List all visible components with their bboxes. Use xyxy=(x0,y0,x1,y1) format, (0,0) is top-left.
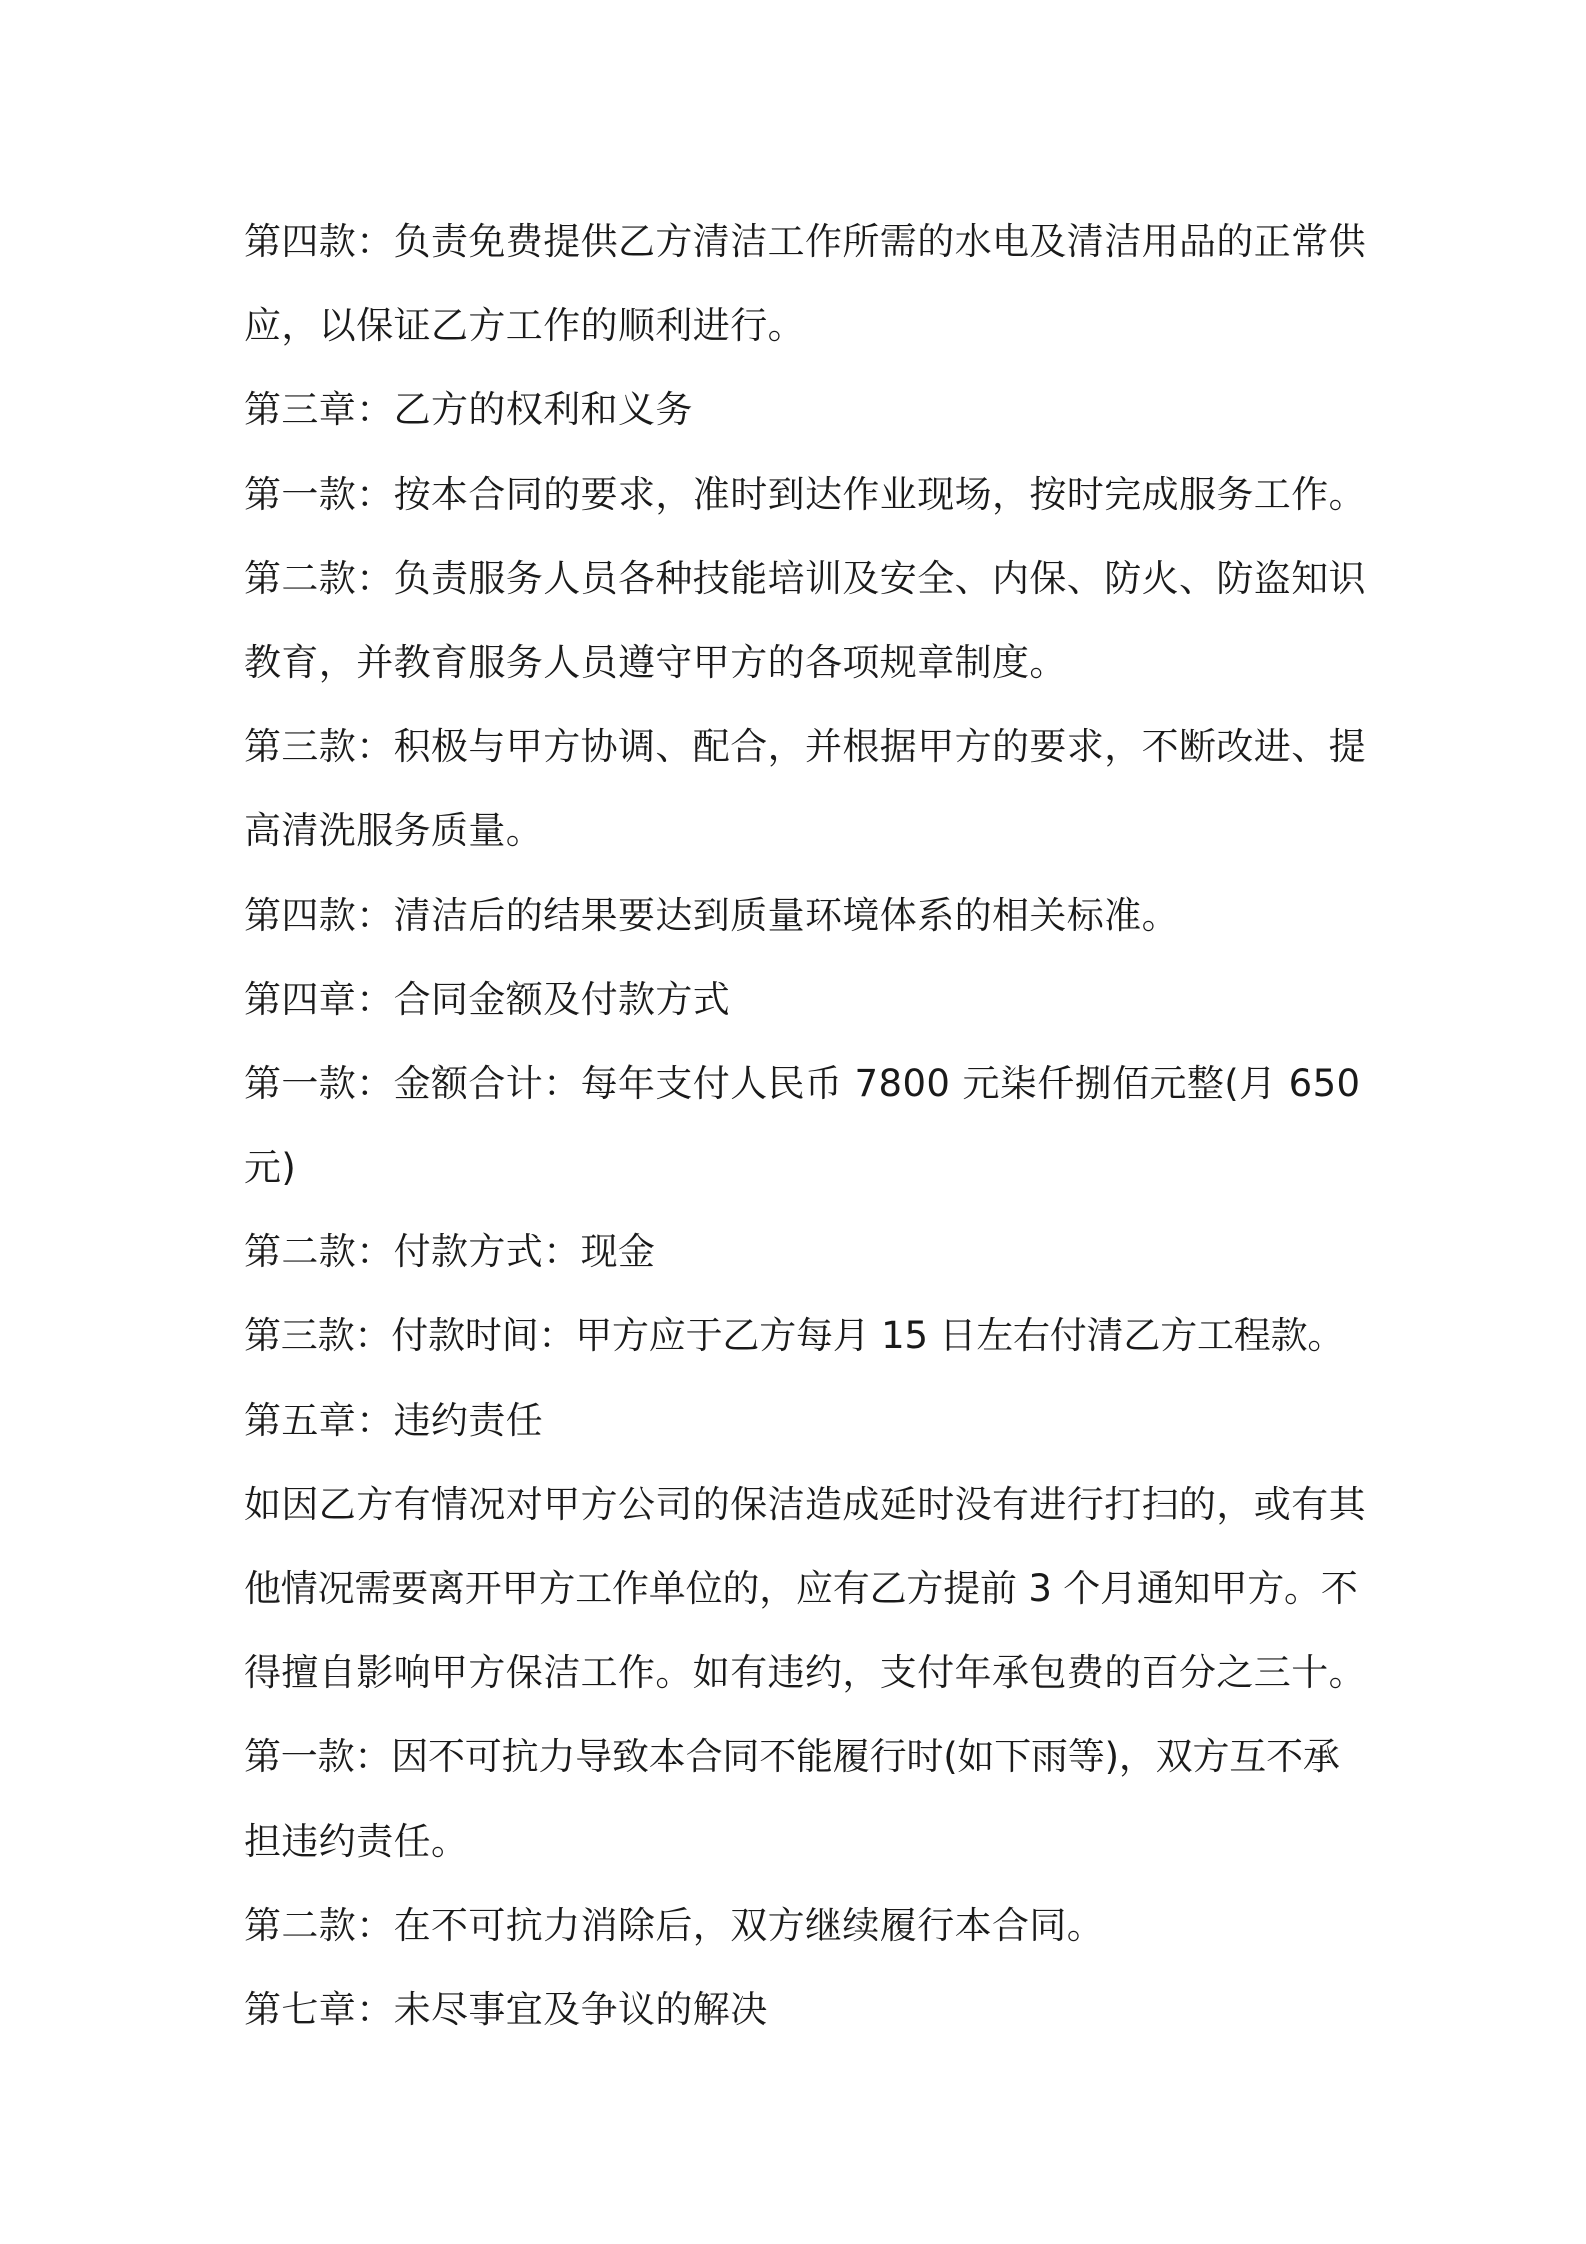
clause-line: 第一款：金额合计：每年支付人民币 7800 元柒仟捌佰元整(月 650 xyxy=(244,1061,1361,1105)
clause-line: 第三款：积极与甲方协调、配合，并根据甲方的要求，不断改进、提 xyxy=(244,725,1366,769)
chapter-heading: 第五章：违约责任 xyxy=(244,1398,544,1442)
clause-line: 高清洗服务质量。 xyxy=(244,809,544,853)
chapter-heading: 第七章：未尽事宜及争议的解决 xyxy=(244,1987,768,2031)
clause-line: 第四款：负责免费提供乙方清洁工作所需的水电及清洁用品的正常供 xyxy=(244,220,1366,263)
clause-line: 担违约责任。 xyxy=(244,1819,469,1863)
clause-line: 第二款：付款方式：现金 xyxy=(244,1230,656,1274)
paragraph-line: 如因乙方有情况对甲方公司的保洁造成延时没有进行打扫的，或有其 xyxy=(244,1482,1366,1526)
clause-line: 第二款：在不可抗力消除后，双方继续履行本合同。 xyxy=(244,1903,1105,1947)
paragraph-line: 得擅自影响甲方保洁工作。如有违约，支付年承包费的百分之三十。 xyxy=(244,1651,1366,1695)
clause-line: 第二款：负责服务人员各种技能培训及安全、内保、防火、防盗知识 xyxy=(244,556,1366,600)
chapter-heading: 第三章：乙方的权利和义务 xyxy=(244,388,693,432)
document-body xyxy=(244,200,1364,2052)
clause-line: 教育，并教育服务人员遵守甲方的各项规章制度。 xyxy=(244,640,1067,684)
chapter-heading: 第四章：合同金额及付款方式 xyxy=(244,977,731,1021)
clause-line: 元) xyxy=(244,1146,297,1190)
clause-line: 第一款：因不可抗力导致本合同不能履行时(如下雨等)，双方互不承 xyxy=(244,1735,1340,1779)
clause-line: 第一款：按本合同的要求，准时到达作业现场，按时完成服务工作。 xyxy=(244,472,1366,516)
clause-line: 第三款：付款时间：甲方应于乙方每月 15 日左右付清乙方工程款。 xyxy=(244,1314,1345,1358)
paragraph-line: 他情况需要离开甲方工作单位的，应有乙方提前 3 个月通知甲方。不 xyxy=(244,1567,1358,1610)
clause-line: 应，以保证乙方工作的顺利进行。 xyxy=(244,304,805,348)
clause-line: 第四款：清洁后的结果要达到质量环境体系的相关标准。 xyxy=(244,893,1179,937)
